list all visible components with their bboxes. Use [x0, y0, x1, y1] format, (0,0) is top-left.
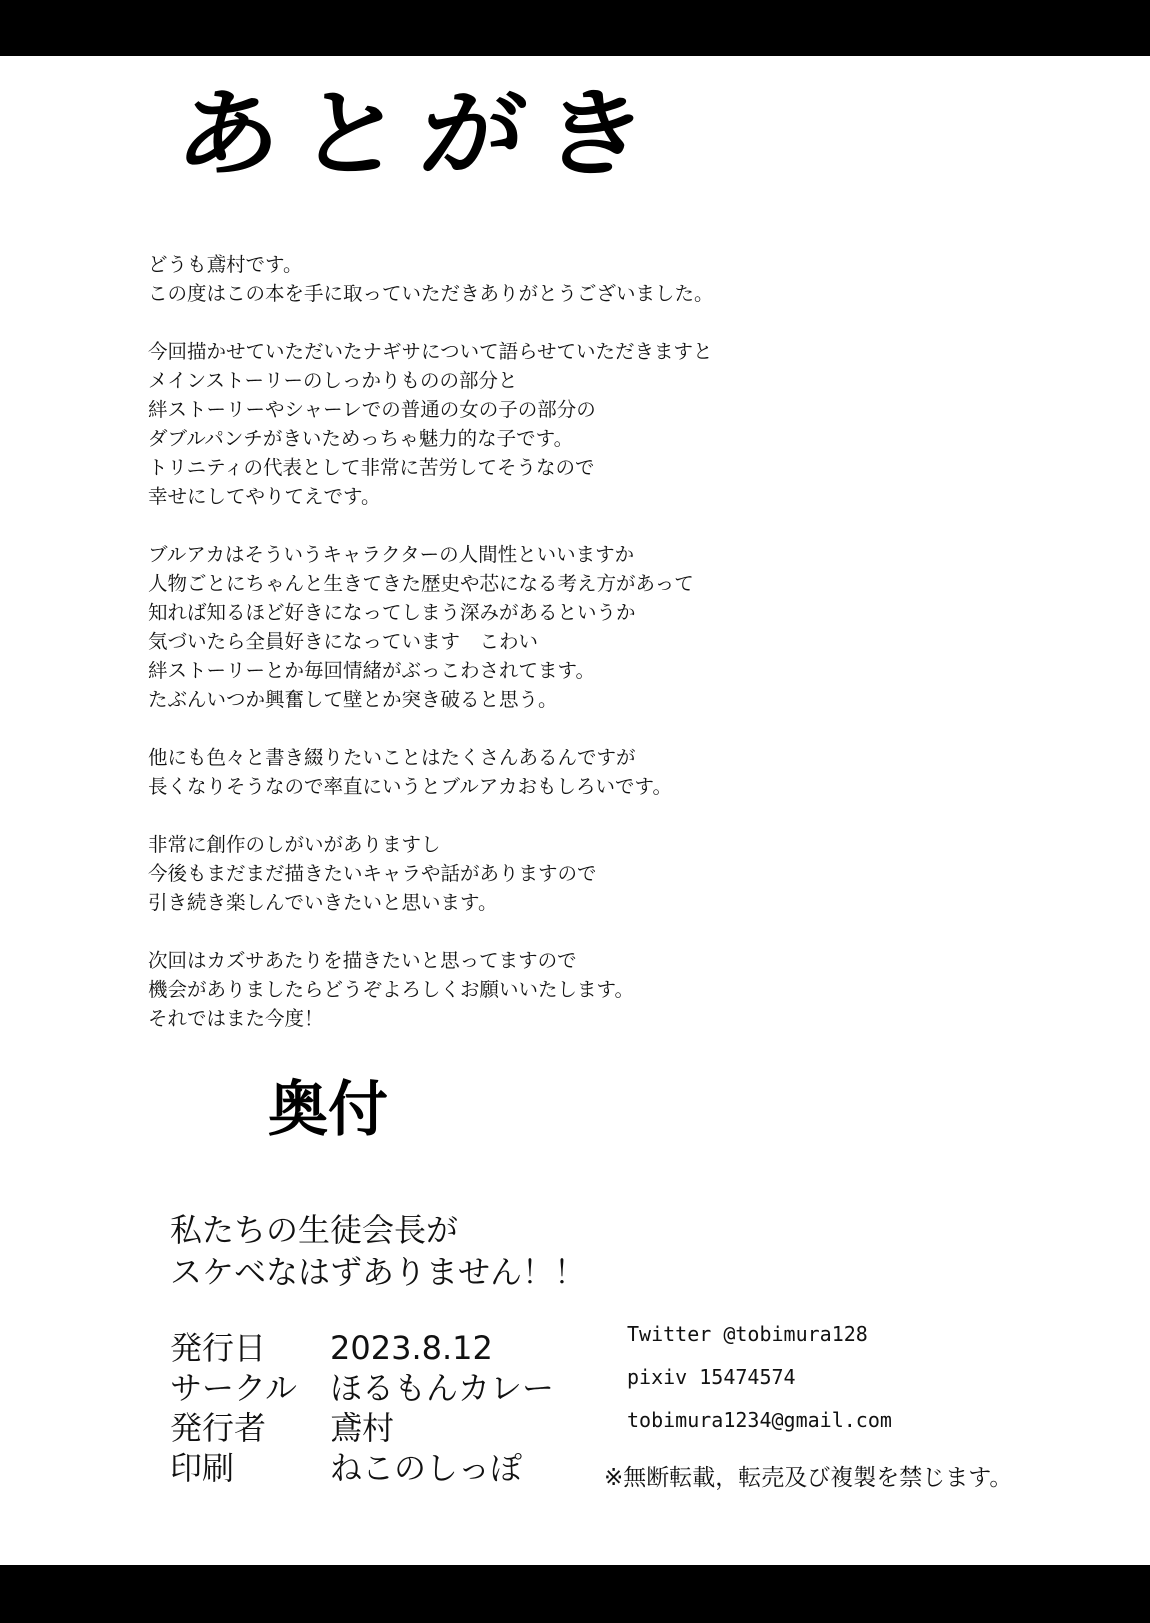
bottom-black-border	[0, 1565, 1150, 1623]
text-line: 今回描かせていただいたナギサについて語らせていただきますと	[148, 340, 713, 363]
text-line: たぶんいつか興奮して壁とか突き破ると思う。	[148, 688, 558, 711]
info-label: 発行者	[170, 1409, 267, 1447]
afterword-paragraph	[148, 743, 998, 801]
info-row-publisher	[170, 1408, 554, 1448]
text-line: ブルアカはそういうキャラクターの人間性といいますか	[148, 543, 635, 566]
text-line: 次回はカズサあたりを描きたいと思ってますので	[148, 949, 577, 972]
afterword-paragraph	[148, 540, 998, 714]
info-label: 印刷	[170, 1449, 235, 1487]
afterword-paragraph	[148, 337, 998, 511]
text-line: 引き続き楽しんでいきたいと思います。	[148, 891, 498, 914]
afterword-body	[148, 250, 998, 1033]
text-line: 機会がありましたらどうぞよろしくお願いいたします。	[148, 978, 634, 1001]
text-line: メインストーリーのしっかりものの部分と	[148, 369, 518, 392]
text-line: それではまた今度！	[148, 1007, 324, 1030]
text-line: 絆ストーリーとか毎回情緒がぶっこわされてます。	[148, 659, 595, 682]
afterword-heading: あとがき	[171, 77, 671, 190]
afterword-paragraph	[148, 250, 998, 308]
info-label: サークル	[170, 1369, 298, 1407]
text-line: ダブルパンチがきいためっちゃ魅力的な子です。	[148, 427, 574, 450]
text-line: 気づいたら全員好きになっています こわい	[148, 630, 539, 653]
colophon-heading: 奥付	[268, 1075, 388, 1145]
text-line: 知れば知るほど好きになってしまう深みがあるというか	[148, 601, 636, 624]
publication-info	[170, 1328, 554, 1488]
text-line: 今後もまだまだ描きたいキャラや話がありますので	[148, 862, 597, 885]
text-line: 人物ごとにちゃんと生きてきた歴史や芯になる考え方があって	[148, 572, 694, 595]
copyright-notice: ※無断転載，転売及び複製を禁じます。	[604, 1465, 1013, 1491]
info-value: ほるもんカレー	[330, 1369, 555, 1407]
afterword-paragraph	[148, 830, 998, 917]
info-value: ねこのしっぽ	[330, 1449, 523, 1487]
info-row-printer	[170, 1448, 554, 1488]
text-line: 長くなりそうなので率直にいうとブルアカおもしろいです。	[148, 775, 672, 798]
text-line: 非常に創作のしがいがありますし	[148, 833, 441, 856]
contact-info	[627, 1319, 892, 1448]
text-line: 絆ストーリーやシャーレでの普通の女の子の部分の	[148, 398, 596, 421]
text-line: この度はこの本を手に取っていただきありがとうございました。	[148, 282, 714, 305]
book-title-line: 私たちの生徒会長が	[170, 1211, 459, 1249]
info-label: 発行日	[170, 1329, 267, 1367]
email-address: tobimura1234@gmail.com	[627, 1408, 892, 1432]
text-line: 他にも色々と書き綴りたいことはたくさんあるんですが	[148, 746, 636, 769]
twitter-handle: Twitter @tobimura128	[627, 1322, 868, 1346]
book-title-line: スケベなはずありません！！	[170, 1253, 587, 1291]
info-value: 鳶村	[330, 1409, 395, 1447]
info-row-circle	[170, 1368, 554, 1408]
text-line: 幸せにしてやりてえです。	[148, 485, 381, 508]
top-black-border	[0, 0, 1150, 56]
info-value: 2023.8.12	[330, 1329, 493, 1367]
text-line: トリニティの代表として非常に苦労してそうなので	[148, 456, 595, 479]
text-line: どうも鳶村です。	[148, 253, 303, 276]
info-row-date	[170, 1328, 554, 1368]
pixiv-id: pixiv 15474574	[627, 1365, 796, 1389]
afterword-paragraph	[148, 946, 998, 1033]
book-title	[170, 1209, 586, 1293]
